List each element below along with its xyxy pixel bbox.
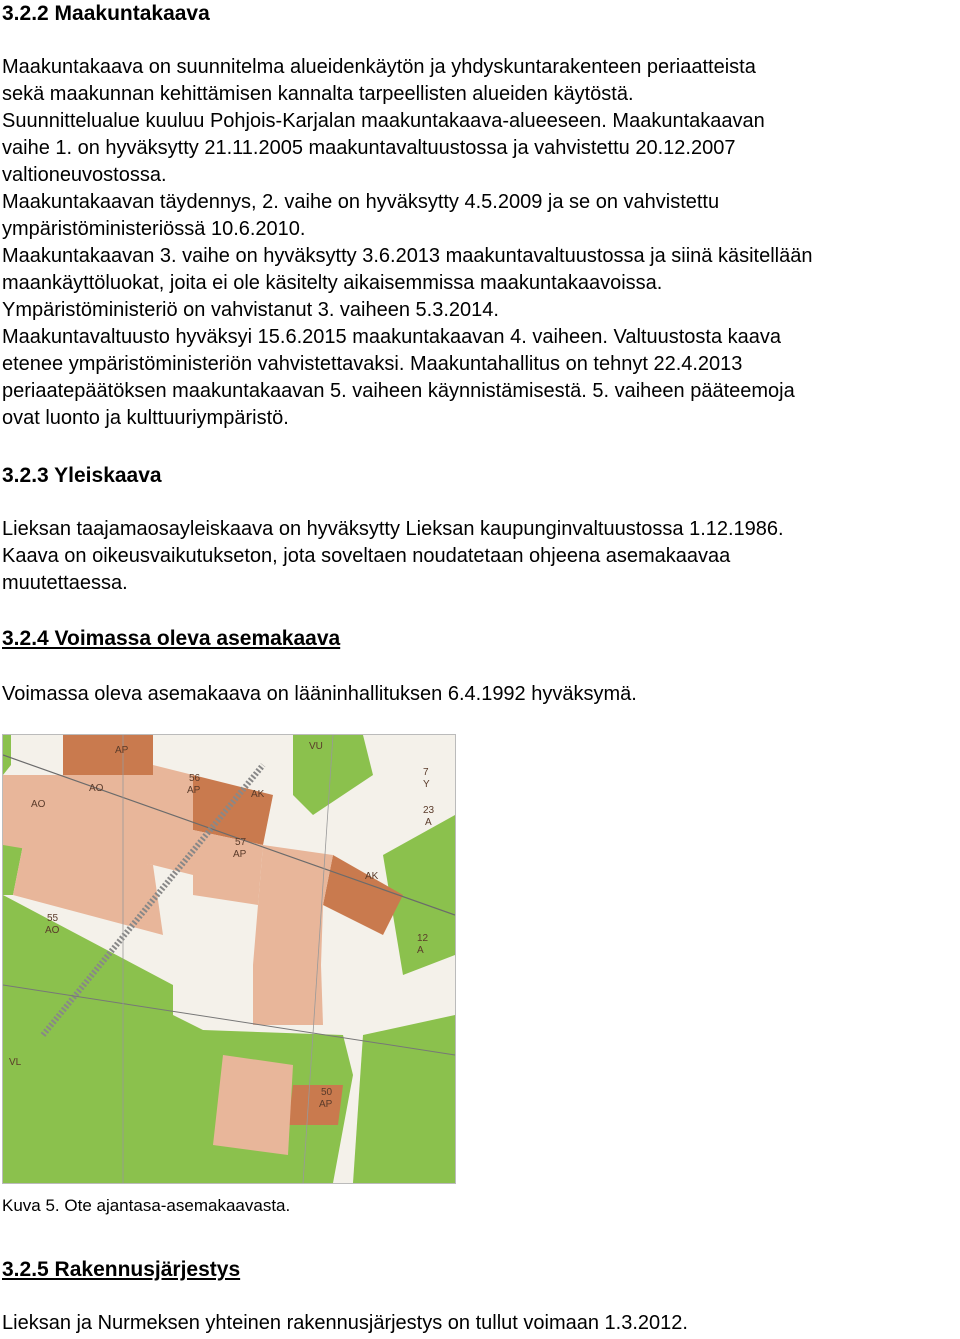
map-label: AK (251, 789, 265, 800)
zoning-map-drawing (3, 735, 455, 1183)
map-label: A (417, 945, 424, 956)
map-label: 57 (235, 837, 247, 848)
text-line: Lieksan ja Nurmeksen yhteinen rakennusjärjestys on tullut voimaan 1.3.2012. (2, 1312, 688, 1334)
text-line: valtioneuvostossa. (2, 164, 167, 186)
map-label: 7 (423, 767, 429, 778)
yleiskaava-paragraph (2, 516, 784, 597)
text-line: ovat luonto ja kulttuuriympäristö. (2, 407, 289, 429)
zoning-map-image (2, 734, 456, 1184)
maakuntakaava-paragraph (2, 54, 813, 432)
map-label: AP (115, 745, 129, 756)
map-label: AP (319, 1099, 333, 1110)
map-label: 55 (47, 913, 59, 924)
figure-caption: Kuva 5. Ote ajantasa-asemakaavasta. (2, 1196, 291, 1215)
map-label: AO (89, 783, 104, 794)
text-line: Suunnittelualue kuuluu Pohjois-Karjalan maakuntakaava-alueeseen. Maakuntakaavan (2, 110, 765, 132)
text-line: ympäristöministeriössä 10.6.2010. (2, 218, 306, 240)
text-line: sekä maakunnan kehittämisen kannalta tarpeellisten alueiden käytöstä. (2, 83, 634, 105)
text-line: muutettaessa. (2, 572, 128, 594)
map-label: 50 (321, 1087, 333, 1098)
map-label: AP (187, 785, 201, 796)
asemakaava-paragraph (2, 681, 637, 708)
text-line: Kaava on oikeusvaikutukseton, jota soveltaen noudatetaan ohjeena asemakaavaa (2, 545, 731, 567)
text-line: Voimassa oleva asemakaava on lääninhallituksen 6.4.1992 hyväksymä. (2, 683, 637, 705)
map-label: 12 (417, 933, 429, 944)
section-heading-asemakaava: 3.2.4 Voimassa oleva asemakaava (2, 627, 341, 650)
text-line: vaihe 1. on hyväksytty 21.11.2005 maakuntavaltuustossa ja vahvistettu 20.12.2007 (2, 137, 736, 159)
section-heading-maakuntakaava: 3.2.2 Maakuntakaava (2, 2, 210, 25)
rakennusjarjestys-paragraph (2, 1310, 688, 1337)
map-label: A (425, 817, 432, 828)
map-label: 23 (423, 805, 435, 816)
map-label: AO (45, 925, 60, 936)
map-label: 56 (189, 773, 201, 784)
text-line: Ympäristöministeriö on vahvistanut 3. vaiheen 5.3.2014. (2, 299, 499, 321)
map-label: AK (365, 871, 379, 882)
map-label: VL (9, 1057, 22, 1068)
text-line: maankäyttöluokat, joita ei ole käsitelty aikaisemmissa maakuntakaavoissa. (2, 272, 663, 294)
map-label: VU (309, 741, 323, 752)
map-label: AP (233, 849, 247, 860)
map-label: AO (31, 799, 46, 810)
text-line: Maakuntakaava on suunnitelma alueidenkäytön ja yhdyskuntarakenteen periaatteista (2, 56, 756, 78)
text-line: etenee ympäristöministeriön vahvistettavaksi. Maakuntahallitus on tehnyt 22.4.2013 (2, 353, 743, 375)
text-line: Maakuntavaltuusto hyväksyi 15.6.2015 maakuntakaavan 4. vaiheen. Valtuustosta kaava (2, 326, 782, 348)
map-label: Y (423, 779, 430, 790)
text-line: periaatepäätöksen maakuntakaavan 5. vaiheen käynnistämisestä. 5. vaiheen pääteemoja (2, 380, 795, 402)
text-line: Maakuntakaavan täydennys, 2. vaihe on hyväksytty 4.5.2009 ja se on vahvistettu (2, 191, 720, 213)
section-heading-rakennusjarjestys: 3.2.5 Rakennusjärjestys (2, 1258, 241, 1281)
text-line: Maakuntakaavan 3. vaihe on hyväksytty 3.6.2013 maakuntavaltuustossa ja siinä käsitellään (2, 245, 813, 267)
text-line: Lieksan taajamaosayleiskaava on hyväksytty Lieksan kaupunginvaltuustossa 1.12.1986. (2, 518, 784, 540)
section-heading-yleiskaava: 3.2.3 Yleiskaava (2, 464, 162, 487)
